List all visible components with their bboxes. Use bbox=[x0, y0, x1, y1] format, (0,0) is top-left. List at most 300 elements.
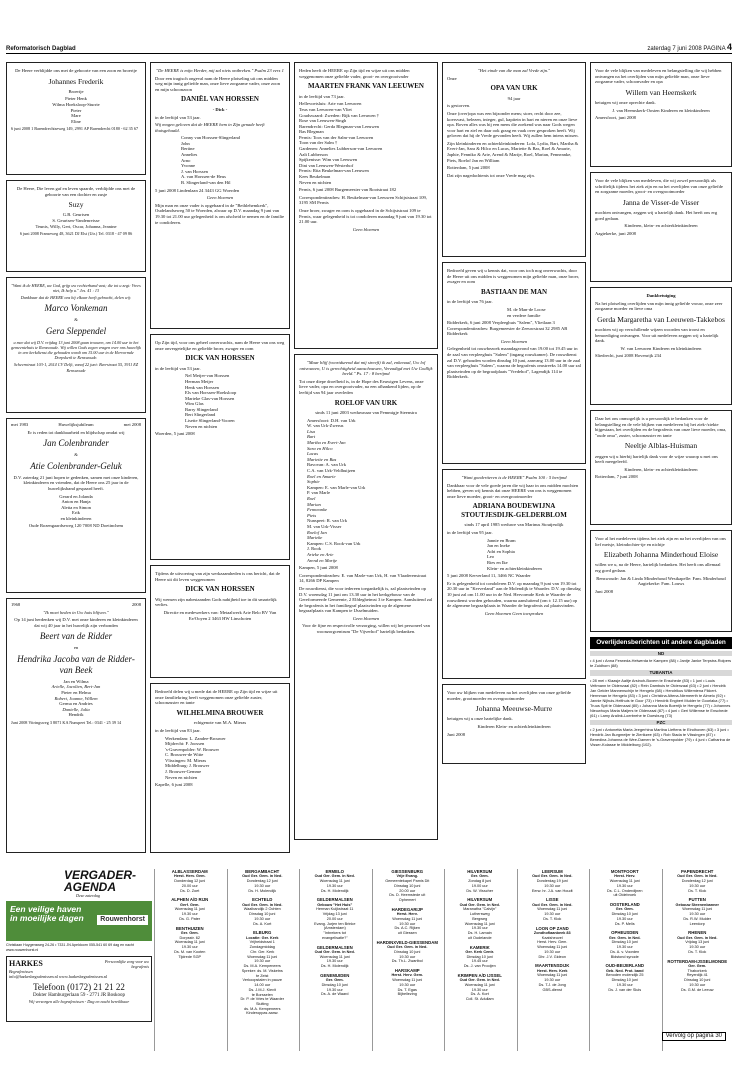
agenda-subtitle: Deze zaterdag bbox=[76, 893, 100, 898]
family-member: B. Slingerland-van den Hil bbox=[181, 180, 231, 186]
agenda-line: Kaatsheuvel bbox=[541, 935, 563, 940]
agenda-line: 19.30 uur bbox=[254, 883, 271, 888]
family-list bbox=[155, 373, 285, 429]
deceased-name: Willem van Heemskerk bbox=[625, 87, 697, 97]
family-member: Nel Meijer-van Horssen bbox=[185, 373, 230, 379]
agenda-column bbox=[372, 869, 443, 1051]
agenda-line: Ds. D. Heemstede uit bbox=[389, 893, 426, 898]
banner-line-2: in moeilijke dagen bbox=[10, 913, 84, 924]
family-member: Jannie en Bram bbox=[487, 537, 516, 543]
grandchildren-list: Zijn kleinkinderen en achterkleinkinderen: Lola, Lydia, Bart, Martha & Evert-Jan, Sara & Hilco en Lucas, Mariette & Bas, Roel & Amarie, Japhie, Fenniko & Arie, Arend & Marije, Roel, Marian, Fenneanke, Piets, Roelof Jan en William bbox=[447, 140, 579, 163]
agenda-column bbox=[517, 869, 588, 1051]
deceased-age: in de leeftijd van 53 jaar. bbox=[155, 114, 201, 120]
rouwenhorst-logo: Rouwenhorst bbox=[97, 915, 148, 925]
family-member: Middelburg: J. Brouwer bbox=[165, 763, 210, 769]
deceased-nickname: - Dick - bbox=[212, 106, 228, 112]
family-member: Marian bbox=[307, 501, 321, 507]
agenda-line: Ger. Gem. bbox=[325, 978, 344, 983]
agenda-line: Donderdag 12 juni bbox=[174, 879, 206, 884]
ad-intro: Onze bbox=[447, 75, 457, 81]
agenda-line: Herst. Herv. Kerk bbox=[536, 968, 568, 973]
family-member: Martha en Evert-Jan bbox=[307, 440, 346, 446]
family-member: Klein- en achterkleinkinderen bbox=[487, 565, 542, 571]
agenda-line: uit Oudelande bbox=[467, 935, 492, 940]
ad-text: Bedroefd geven wij u kennis dat, voor ons toch nog onverwachts, door de Heere uit ons midden is weggenomen mijn geliefde man, onze broer, zwager en oom bbox=[447, 268, 580, 285]
agenda-line: Ds. M.A. Kempeneers bbox=[243, 964, 281, 969]
agenda-line: 19.30 uur bbox=[689, 883, 706, 888]
column-4 bbox=[442, 62, 586, 769]
agenda-line: Ophemert bbox=[398, 898, 416, 903]
agenda-line: Dinsdag 10 juni bbox=[611, 940, 638, 945]
deceased-name: Johanna Meeuwse-Murre bbox=[475, 704, 553, 714]
family-member: Wim Glas bbox=[185, 401, 204, 407]
ad-intro: De Heere, Die leven gaf en leven spaarde, verblijdde ons met de geboorte van een dochter en zusje bbox=[16, 186, 136, 197]
agenda-place: GELDERMALSEN bbox=[316, 944, 353, 950]
ad-footer: Woerden, 5 juni 2008 bbox=[155, 431, 195, 437]
agenda-line: Oud Ger. Gem. in Ned. bbox=[387, 945, 428, 950]
agenda-line: Dinsdag 10 juni bbox=[394, 949, 421, 954]
obituary-adriana-stoutjesdijk bbox=[442, 469, 586, 679]
agenda-line: uit Oldebroek bbox=[613, 893, 637, 898]
agenda-place: BERGAMBACHT bbox=[245, 869, 280, 874]
agenda-line: Woensdag 11 juni bbox=[174, 907, 205, 912]
agenda-line: Gebouw "Het Huis" bbox=[317, 902, 353, 907]
ad-footer: Kapelle, 6 juni 2008 bbox=[155, 782, 193, 788]
page-date bbox=[647, 42, 732, 53]
family-member: Barry Slingerland bbox=[185, 406, 218, 412]
agenda-line: 19.45 uur bbox=[471, 959, 488, 964]
agenda-line: Bijbellezing bbox=[397, 992, 417, 997]
family-member: Wilma Hoeksloop-Sturrie bbox=[52, 101, 100, 107]
family-member: Lisa bbox=[307, 428, 315, 434]
deceased-widow-note: sinds 11 juni 2003 weduwnaar van Femmigje Steenstra bbox=[315, 410, 417, 416]
obituary-daniel-van-horssen bbox=[150, 62, 290, 329]
family-list bbox=[299, 101, 433, 185]
family-member: Bertine bbox=[181, 146, 195, 152]
ad-footer: Ridderkerk, 6 juni 2008 Verpleeghuis "Salem", Vlietlaan 3 Correspondentieadres: Burgemeester de Zeeuwstraat 32 2985 AB Ridderkerk bbox=[447, 320, 568, 337]
agenda-line: 20.00 uur bbox=[181, 883, 198, 888]
child: Gerard en Jolanda bbox=[59, 493, 93, 499]
ad-text: u mee dat wij D.V. vrijdag 13 juni 2008 gaan trouwen, om 14.00 uur in het gemeentehuis te Renswoude. Wij willen Gods zegen vragen over ons huwelijk in een kerkdienst die gehouden wordt om 15.00 uur in de Hervormde Dorpskerk te Renswoude. bbox=[11, 339, 141, 361]
thanks-note: zeggen wij u hierbij hartelijk dank voor de wijze waarop u met ons heeft meegeleefd. bbox=[595, 453, 718, 465]
family-member: Goudswaard: Zweden: Bijk van Leeuwen † bbox=[299, 112, 379, 118]
deceased-name: Elizabeth Johanna Minderhoud Eloise bbox=[603, 550, 719, 560]
family-list bbox=[11, 96, 141, 124]
family-member: Bert Slingerland bbox=[185, 412, 216, 418]
deceased-age: in de leeftijd van 73 jaar. bbox=[299, 93, 345, 99]
ad-quote: "Het einde van die man zal Vrede zijn." bbox=[477, 68, 551, 73]
agenda-line: Ds. Th.L. Zwartbol bbox=[391, 959, 423, 964]
harkes-address: Dokter Hamburgerlaan 59 - 2771 JR Boskoop bbox=[32, 992, 126, 998]
agenda-line: Oud Ger. Gem. in Ned. bbox=[314, 874, 355, 879]
ad-text-2: Wij mogen geloven dat de HEERE hem in Zijn genade heeft thuisgehaald. bbox=[155, 122, 265, 133]
family-list bbox=[447, 538, 581, 572]
agenda-line: Gemeentekapel Pamis Dit bbox=[385, 879, 430, 884]
agenda-line: Donderdag 19 juni bbox=[536, 879, 568, 884]
agenda-line: 19.30 uur bbox=[544, 978, 561, 983]
agenda-line: Dorpsstr. 62 bbox=[179, 935, 200, 940]
column-5 bbox=[590, 62, 732, 812]
family-member: Ries en Ike bbox=[487, 560, 508, 565]
agenda-line: Kinderoppas aanw. bbox=[246, 1011, 279, 1016]
agenda-place: ROTTERDAM-IJSSELMONDE bbox=[667, 958, 728, 964]
deceased-name: BASTIAAN DE MAN bbox=[480, 287, 548, 296]
family-member: M. van Urk-Visser bbox=[307, 523, 342, 529]
company-signature: Directie en medewerkers van: Metaalwerk Arie Belo BV Van Ee/Ooyen 2 3463 HW Linschoten bbox=[163, 609, 277, 621]
ad-body: D.V. zaterdag 21 juni hopen te gedenken, samen met onze kinderen, kleinkinderen en vrienden, dat de Heere ons 25 jaar in de huwelijksband gespaard heeft. bbox=[13, 474, 139, 491]
ad-quote: "Want goedertieren is de HEERE" Psalm 100 : 5 berijmd bbox=[461, 475, 567, 480]
agenda-entry bbox=[592, 869, 658, 898]
agenda-line: Benoden molendijk 25 bbox=[605, 973, 644, 978]
flowers-note: Geen bloemen bbox=[206, 195, 234, 201]
ad-footer: Pernis, 6 juni 2008 Burgemeester van Rootstraat 182 bbox=[299, 187, 397, 193]
page-number: 4 bbox=[726, 41, 732, 52]
agenda-line: 19.30 uur bbox=[616, 945, 633, 950]
ad-text: Daar het ons onmogelijk is u persoonlijk te bedanken voor de belangstelling en de vele blijken van medeleven bij het ziek-/ziekte bijgestaan, het overlijden en de begrafenis van onze lieve moeder, oma, "oude oma", zuster, schoonzuster en tante bbox=[595, 416, 727, 438]
ad-name: Suzy bbox=[68, 200, 84, 210]
agenda-place: KAMERIK bbox=[469, 944, 490, 950]
agenda-line: evangelisatie?" bbox=[321, 935, 348, 940]
agenda-place: ERMELO bbox=[325, 869, 344, 874]
agenda-place: MONTFOORT bbox=[610, 869, 639, 874]
agenda-line: Ds. T. Klok bbox=[688, 949, 707, 954]
agenda-line: Spreker: ds. M. Visketns bbox=[241, 968, 283, 973]
family-member: John bbox=[181, 140, 190, 146]
agenda-line: Ds. T. Klok bbox=[688, 888, 707, 893]
agenda-entry bbox=[447, 869, 513, 893]
child: Pieter en Helma bbox=[61, 690, 91, 696]
agenda-place: ELBURG bbox=[253, 930, 272, 936]
agenda-place: MAARTENSDIJK bbox=[535, 963, 570, 969]
ad-text: Bedroefd delen wij u mede dat de HEERE op Zijn tijd en wijze uit onze familiekring heeft weggenomen onze geliefde zuster, schoonzuster en tante bbox=[155, 689, 278, 706]
agenda-entry bbox=[302, 869, 368, 893]
obituary-maarten-van-leeuwen bbox=[294, 62, 438, 349]
ad-footer: Oude Rozengaardseweg 120 7008 ND Doetinchem bbox=[28, 523, 124, 529]
agenda-line: 19.30 uur bbox=[616, 916, 633, 921]
agenda-entry bbox=[665, 897, 731, 926]
agenda-entry bbox=[447, 945, 513, 969]
agenda-entry bbox=[592, 930, 658, 959]
agenda-place: HILVERSUM bbox=[467, 869, 493, 874]
page-label: PAGINA bbox=[703, 45, 726, 52]
deceased-age: in de leeftijd van 95 jaar. bbox=[447, 530, 493, 536]
agenda-line: Ds. A. Kort bbox=[470, 992, 489, 997]
ad-text: Dankbaar voor de vele goede jaren die wij haar in ons midden mochten hebben, geven wij kennis dat onze HEERE van ons is weggenomen onze lieve moeder, groot- en overgrootmoeder bbox=[447, 482, 579, 499]
family-member: Annelies bbox=[181, 152, 198, 158]
agenda-line: Herst. Herv. bbox=[614, 874, 636, 879]
agenda-line: Woensdag 11 juni bbox=[464, 921, 495, 926]
children-list bbox=[11, 494, 141, 522]
ad-footer: Aagtekerke, juni 2008 bbox=[595, 230, 636, 236]
child: Germa en Andries bbox=[59, 701, 93, 707]
agenda-line: Sluiting bbox=[256, 1001, 269, 1006]
agenda-line: Woensdag 11 juni bbox=[537, 945, 568, 950]
agenda-line: Dinsdag 10 juni bbox=[394, 883, 421, 888]
family-member: Roel bbox=[307, 496, 316, 501]
agenda-place: ECHTELD bbox=[252, 897, 273, 903]
wedding-ad bbox=[6, 277, 146, 413]
agenda-line: Ger. Gem. bbox=[180, 930, 199, 935]
agenda-entry bbox=[157, 869, 223, 893]
correspondence-address: Correspondentieadres: E. van Marle-van Urk, H. van Vlaaderenstraat 14, 8266 DP Kampen bbox=[299, 572, 427, 584]
agenda-line: 20.00 uur bbox=[326, 916, 343, 921]
agenda-line: Ds. A. v. Voorden bbox=[610, 949, 640, 954]
agenda-line: Ds. J. van der Sluis bbox=[608, 987, 642, 992]
agenda-place: OUD-BEIJERLAND bbox=[605, 963, 644, 969]
ad-text: Voor al het medeleven tijdens het ziek zijn en na het overlijden van ons lief meisje, kleindochter-tje en nichtje bbox=[595, 536, 726, 547]
family-member: Arno bbox=[181, 157, 191, 163]
rouwenhorst-info: Christiaan Huygensweg 24-26 • 7331 JN Apeldoorn 055-541 60 69 dag en nacht www.rouwenhorst.nl bbox=[6, 943, 134, 952]
deceased-name: OPA VAN URK bbox=[490, 84, 538, 93]
agenda-line: Ds. C.L. Onderdijnen bbox=[607, 888, 643, 893]
flowers-note: Geen bloemen bbox=[352, 226, 380, 232]
ad-text: Op 14 juni herdenken wij D.V. met onze kinderen en kleinkinderen dat wij 40 jaar in het huwelijk zijn verbonden bbox=[14, 617, 138, 628]
family-member: Els van Horssen-Hoeksloop bbox=[185, 390, 237, 396]
deceased-name: Neeltje Alblas-Huisman bbox=[624, 441, 698, 451]
page-header bbox=[6, 40, 732, 54]
family-member: Bart bbox=[307, 434, 316, 440]
family-member: C. Brouwer-de Witte bbox=[165, 752, 204, 758]
ad-footer: Amersfoort, juni 2008 bbox=[595, 115, 636, 121]
deceased-age: 94 jaar bbox=[507, 95, 521, 101]
agenda-entry bbox=[230, 897, 296, 926]
ad-footer: 5 juni 2008 Lindenlaan 24 3443 GG Woerden bbox=[155, 187, 240, 193]
grandchild: Arielle, Jacolien, Bert-Jan bbox=[51, 684, 101, 690]
jubilee-ad-van-de-ridder: 1968 2008 "Ik moet heden in Uw huis blijven." Op 14 juni herdenken wij D.V. met onze kinderen en kleinkinderen dat wij 40 jaar in het huwelijk zijn verbonden Beert van de Ridder en Hendrika Jacoba van de Ridder-van Beek Jan en Wilma Arielle, Jacolien, Bert-Jan Pieter en Helma Robert, Joanne, Willem Germa en Andries Danielle, Julia Hendrik Juni 2008 Vitringsweg 3 8071 KA Nunspeet Tel.: 0341 - 25 39 14 bbox=[6, 598, 146, 853]
ad-address: Scheerntraat 103-1, 2614 CV Delft, vanaf 22 juni: Beerstraat 55, 3911 EZ Renswoude bbox=[13, 362, 139, 373]
thanks-note: willen we u, na de Heere, hartelijk bedanken. Het heeft ons allemaal erg goed gedaan. bbox=[595, 562, 721, 573]
agenda-line: Ds. M. van Kooten bbox=[174, 949, 206, 954]
agenda-line: Woensdag 11 juni bbox=[319, 879, 350, 884]
agenda-line: Dinsdag 10 juni bbox=[611, 912, 638, 917]
agenda-entry bbox=[230, 930, 296, 1016]
agenda-line: Chr. Ger. Kerk bbox=[250, 949, 275, 954]
ad-footer: Juni 2008 Vitringsweg 3 8071 KA Nunspeet Tel.: 0341 - 25 39 14 bbox=[11, 720, 122, 726]
agenda-line: Luthersweg bbox=[469, 912, 490, 917]
family-member: Mariette en Bas bbox=[307, 456, 337, 462]
agenda-line: Oud Ger. Gem. in Ned. bbox=[677, 935, 718, 940]
agenda-line: (Amsterdam) bbox=[323, 926, 346, 931]
agenda-line: Ds. T. Klok bbox=[543, 916, 562, 921]
ad-header-row bbox=[11, 422, 141, 428]
family-member: Sophie bbox=[307, 479, 320, 485]
ad-footer: Juni 2008 bbox=[447, 731, 465, 737]
deceased-name: ADRIANA BOUDEWIJNA STOUTJESDIJK-GELDERBLOM bbox=[461, 502, 567, 519]
agenda-line: Maranatha "Calvijn" bbox=[463, 907, 497, 912]
agenda-line: te Zeist bbox=[256, 973, 269, 978]
ad-intro: Dankbaar dat de HEERE ons bij elkaar heeft gebracht, delen wij: bbox=[20, 295, 132, 301]
family-member: Bas Blegman bbox=[299, 129, 324, 135]
agenda-line: Vrijdag 13 juni bbox=[685, 940, 710, 945]
wife-name: Atie Colenbrander-Geluk bbox=[30, 460, 122, 471]
deceased-age: in de leeftijd van 53 jaar. bbox=[155, 365, 201, 371]
agenda-line: Herst. Herv. Gem. bbox=[391, 973, 424, 978]
agenda-line: Bergweg bbox=[472, 916, 488, 921]
agenda-line: Evang. Jurjen ten Brinke bbox=[314, 921, 356, 926]
agenda-line: 19.30 uur bbox=[399, 982, 416, 987]
ad-footer: 6 juni 2008 1 Barendrechtseweg 149, 2991 AP Barendrecht 0180 - 62 35 67 bbox=[11, 126, 139, 132]
year-end: mei 2008 bbox=[123, 422, 141, 427]
agenda-place: ALPHEN A/D RIJN bbox=[171, 897, 209, 903]
agenda-line: Ds. P. Melis bbox=[614, 921, 635, 926]
obituary-dick-van-horssen-company bbox=[150, 565, 290, 678]
family-member: C.A. van Urk-Veldhuijzen bbox=[307, 468, 356, 474]
agenda-entry bbox=[592, 963, 658, 992]
husband-name: Beert van de Ridder bbox=[39, 631, 113, 642]
deceased-widow-note: sinds 17 april 1985 weduwe van Marinus Stoutjesdijk bbox=[464, 522, 564, 528]
ampersand: & bbox=[74, 317, 78, 323]
family-member: Werkendam: L. Zandee-Brouwer bbox=[165, 735, 226, 741]
agenda-line: Dinsdag 10 juni bbox=[249, 912, 276, 917]
flowers-note: Geen bloemen Geen toespraken bbox=[484, 610, 544, 616]
thanks-neeltje-alblas bbox=[590, 410, 732, 525]
agenda-line: Woensdag 11 juni bbox=[247, 954, 278, 959]
birth-ad-johannes bbox=[6, 62, 146, 175]
signature: J. van Heemskerk-Oosten Kinderen en kleinkinderen bbox=[612, 107, 710, 113]
agenda-place: LISSE bbox=[546, 897, 559, 903]
agenda-line: Woensdag 11 juni bbox=[537, 973, 568, 978]
family-member: Arieke en Arie bbox=[307, 551, 334, 557]
child: en kleinkinderen bbox=[60, 515, 92, 521]
agenda-entry bbox=[447, 897, 513, 940]
agenda-line: Woensdag 11 juni bbox=[319, 954, 350, 959]
ad-text: Heden heeft de HEERE op Zijn tijd en wijze uit ons midden weggenomen onze geliefde vader, groot- en overgrootvader bbox=[299, 68, 410, 79]
family-member: Lucas bbox=[307, 451, 318, 457]
family-member: Henk van Horssen bbox=[185, 384, 219, 390]
agenda-line: Ds. T. Egas bbox=[397, 987, 417, 992]
agenda-line: Oud Ger. Gem. in Ned. bbox=[532, 902, 573, 907]
agenda-place: GENEMUIDEN bbox=[320, 972, 350, 978]
harkes-tagline: Persoonlijke zorg voor uw begrafenis bbox=[104, 958, 149, 969]
agenda-line: Zondagmiddag bbox=[249, 945, 275, 950]
agenda-line: 20.00 uur bbox=[399, 888, 416, 893]
children-list bbox=[11, 679, 141, 718]
deceased-name: DANIËL VAN HORSSEN bbox=[181, 95, 259, 104]
agenda-left-ads bbox=[6, 869, 152, 1022]
obituary-bastiaan-de-man bbox=[442, 262, 586, 464]
agenda-line: 19.30 uur bbox=[689, 912, 706, 917]
ad-intro: De Heere verblijdde ons met de geboorte van een zoon en broertje bbox=[15, 68, 137, 73]
deceased-name: MAARTEN FRANK VAN LEEUWEN bbox=[308, 82, 424, 91]
family-member: Toon van der Salm † bbox=[299, 140, 338, 146]
overview-section-tubantia: TUBANTIA bbox=[590, 670, 732, 675]
family-member: P. van Marle bbox=[307, 490, 331, 496]
signature: Renswoude: Jan & Linda Minderhoud Westkapelle: Fam. Minderhoud Aagtekerke: Fam. Louws bbox=[596, 575, 726, 587]
agenda-line: 19.30 uur bbox=[544, 912, 561, 917]
family-member: Yvonne bbox=[181, 163, 196, 169]
agenda-line: Dr. P. de Vries te Waarder bbox=[240, 997, 285, 1002]
agenda-entry bbox=[665, 959, 731, 993]
wife-name: Hendrika Jacoba van de Ridder-van Beek bbox=[17, 653, 135, 675]
jubilee-ad-colenbrander: mei 1983 Huwelijksjubileum mei 2008 Er is reden tot dankbaarheid en blijdschap omdat wij Jan Colenbrander & Atie Colenbrander-Geluk D.V. zaterdag 21 juni hopen te gedenken, samen met onze kinderen, kleinkinderen en vrienden, dat de Heere ons 25 jaar in de huwelijksband gespaard heeft. Gerard en Jolanda Anton en Hanja Aletta en Simon Erik en kleinkinderen Oude Rozengaardseweg 120 7008 ND Doetinchem bbox=[6, 418, 146, 593]
ad-text: Tot onze diepe droefheid is, in de Hope des Eeuwigen Levens, onze lieve vader, opa en overgrootvader, na een afhankend lijden, op de leeftijd van 94 jaar overleden bbox=[299, 378, 424, 395]
agenda-column bbox=[589, 869, 660, 1051]
flowers-note: Geen bloemen bbox=[500, 338, 528, 344]
husband-name: Jan Colenbrander bbox=[43, 438, 109, 449]
agenda-line: Woensdag 11 juni bbox=[392, 916, 423, 921]
agenda-line: 19.30 uur bbox=[326, 987, 343, 992]
harkes-phone: Telefoon (0172) 21 21 22 bbox=[33, 981, 125, 992]
agenda-entry bbox=[302, 973, 368, 997]
ad-text: Na het plotseling overlijden van mijn innig geliefde vrouw, onze zeer zorgzame moeder en lieve oma bbox=[595, 300, 723, 312]
thanks-willem-van-heemskerk bbox=[590, 62, 732, 167]
agenda-line: 19.30 uur bbox=[544, 949, 561, 954]
birth-ad-suzy bbox=[6, 180, 146, 272]
flowers-note: Geen bloemen bbox=[352, 615, 380, 621]
thanks-note: mochten ontvangen, zeggen wij u hartelijk dank. Het heeft ons erg goed gedaan. bbox=[595, 209, 718, 221]
agenda-line: 19.30 uur bbox=[616, 883, 633, 888]
agenda-column bbox=[299, 869, 370, 1051]
signature: Kinderen, klein- en achterkleinkinderen bbox=[624, 466, 698, 472]
agenda-line: Woensdag 11 juni bbox=[174, 940, 205, 945]
ad-footer: 6 juni 2008 Franseweg 48, 3621 DJ Elst (Utr.) Tel. 0318 - 47 09 86 bbox=[19, 231, 133, 237]
agenda-line: Dinsdag 10 juni bbox=[466, 954, 493, 959]
deceased-name: DICK VAN HORSSEN bbox=[185, 585, 255, 594]
agenda-line: Zondhoflaanbeek 83 bbox=[533, 930, 571, 935]
family-member: Roel en Amarie bbox=[307, 473, 336, 479]
agenda-line: Thaborkerk bbox=[687, 968, 707, 973]
agenda-place: HARDEGARIJP bbox=[391, 906, 423, 912]
signature: Kinderen, klein- en achterkleinkinderen bbox=[624, 223, 698, 229]
agenda-line: Ds. J.M.J. Kievit bbox=[248, 987, 276, 992]
thanks-note: betuigen wij onze oprechte dank. bbox=[595, 99, 656, 105]
agenda-entry bbox=[157, 897, 223, 921]
agenda-line: Oud Ger. Gem. in Ned. bbox=[459, 978, 500, 983]
agenda-line: 19.30 uur bbox=[326, 883, 343, 888]
agenda-line: Woensdag 11 juni bbox=[537, 907, 568, 912]
agenda-line: Herst. Herv. Gem. bbox=[537, 940, 568, 945]
family-member: J. Rook bbox=[307, 546, 322, 552]
obituary-roelof-van-urk bbox=[294, 354, 438, 840]
family-member: Mare bbox=[71, 113, 81, 119]
agenda-line: 19.30 uur bbox=[471, 987, 488, 992]
agenda-line: Ds. W. Visscher bbox=[466, 888, 494, 893]
agenda-place: HARSKAMP bbox=[394, 968, 420, 974]
ad-body: De rouwdienst, die voor iedereen toegankelijk is, zal plaatsvinden op D.V. woensdag 11 juni om 13.30 uur in het kerkgebouw van de Gereformeerde Gemeente, 2 Elfdegheimst 3 te Kampen. Aansluitend zal de begrafenis in het familiegraf plaatsvinden op de algemene begraafplaats van Kampen te IJsselmuiden. bbox=[299, 585, 433, 614]
agenda-entry bbox=[375, 907, 441, 936]
overview-items-pzc: • 2 juni • Antonetta Maria Jeegerhina Martina Lieftens te Eindhoven (63) • 3 juni • Hendrik Jan Burgmeijer te Zierikzee (63) • Rob Stada te Vlissingen (87) • Benedina Johanna de Wee-Damen te 's-Gravenpolder (79) • 4 juni • Catharina de Visser-Kolasse te Middelburg (102). bbox=[590, 727, 731, 748]
agenda-line: 19.30 uur bbox=[399, 921, 416, 926]
agenda-line: 19.30 uur bbox=[181, 912, 198, 917]
meeting-agenda bbox=[6, 869, 732, 1051]
agenda-entry bbox=[520, 897, 586, 921]
agenda-line: Herst. Herv. bbox=[396, 912, 418, 917]
agenda-line: Dhr. J.V. Gideon bbox=[538, 954, 566, 959]
agenda-line: Ds. D. Zoet bbox=[180, 888, 200, 893]
continued-link[interactable]: Vervolg op pagina 30 bbox=[662, 1032, 726, 1041]
agenda-line: Gebouw Steenenbanner bbox=[675, 902, 719, 907]
agenda-column bbox=[662, 869, 733, 1051]
child: Hendrik bbox=[68, 712, 84, 718]
rouwenhorst-banner bbox=[6, 901, 152, 941]
agenda-entry bbox=[665, 930, 731, 954]
deceased-name: ROELOF VAN URK bbox=[334, 398, 398, 407]
family-member: Pernis: Toos van der Salm-van Leeuwen bbox=[299, 134, 374, 140]
family-member: M. de Man-de Loose bbox=[507, 306, 546, 312]
family-member: Conny van Horssen-Slingerland bbox=[181, 135, 240, 141]
agenda-line: Dinsdag 10 juni bbox=[684, 978, 711, 983]
deceased-name: Gerda Margaretha van Leeuwen-Takkebos bbox=[597, 314, 725, 324]
agenda-line: Tijdrede SGP bbox=[178, 954, 202, 959]
agenda-line: Herman Kuijkstraat 11 bbox=[316, 907, 354, 912]
family-member: Amersfoort: D.H. van Urk bbox=[307, 417, 356, 423]
signature: Kinderen Klein- en achterkleinkinderen bbox=[477, 723, 551, 729]
agenda-line: Ds. H. Molendijk bbox=[320, 964, 349, 969]
agenda-place: PAPENDRECHT bbox=[681, 869, 714, 874]
family-member: W. van Urk-Zwerus bbox=[307, 423, 344, 429]
year-end: 2008 bbox=[131, 602, 141, 607]
correspondence-address: Correspondentieadres: H. Beukelman-van Leeuwen Schijststraat 109, 3195 SM Pernis bbox=[299, 194, 427, 206]
